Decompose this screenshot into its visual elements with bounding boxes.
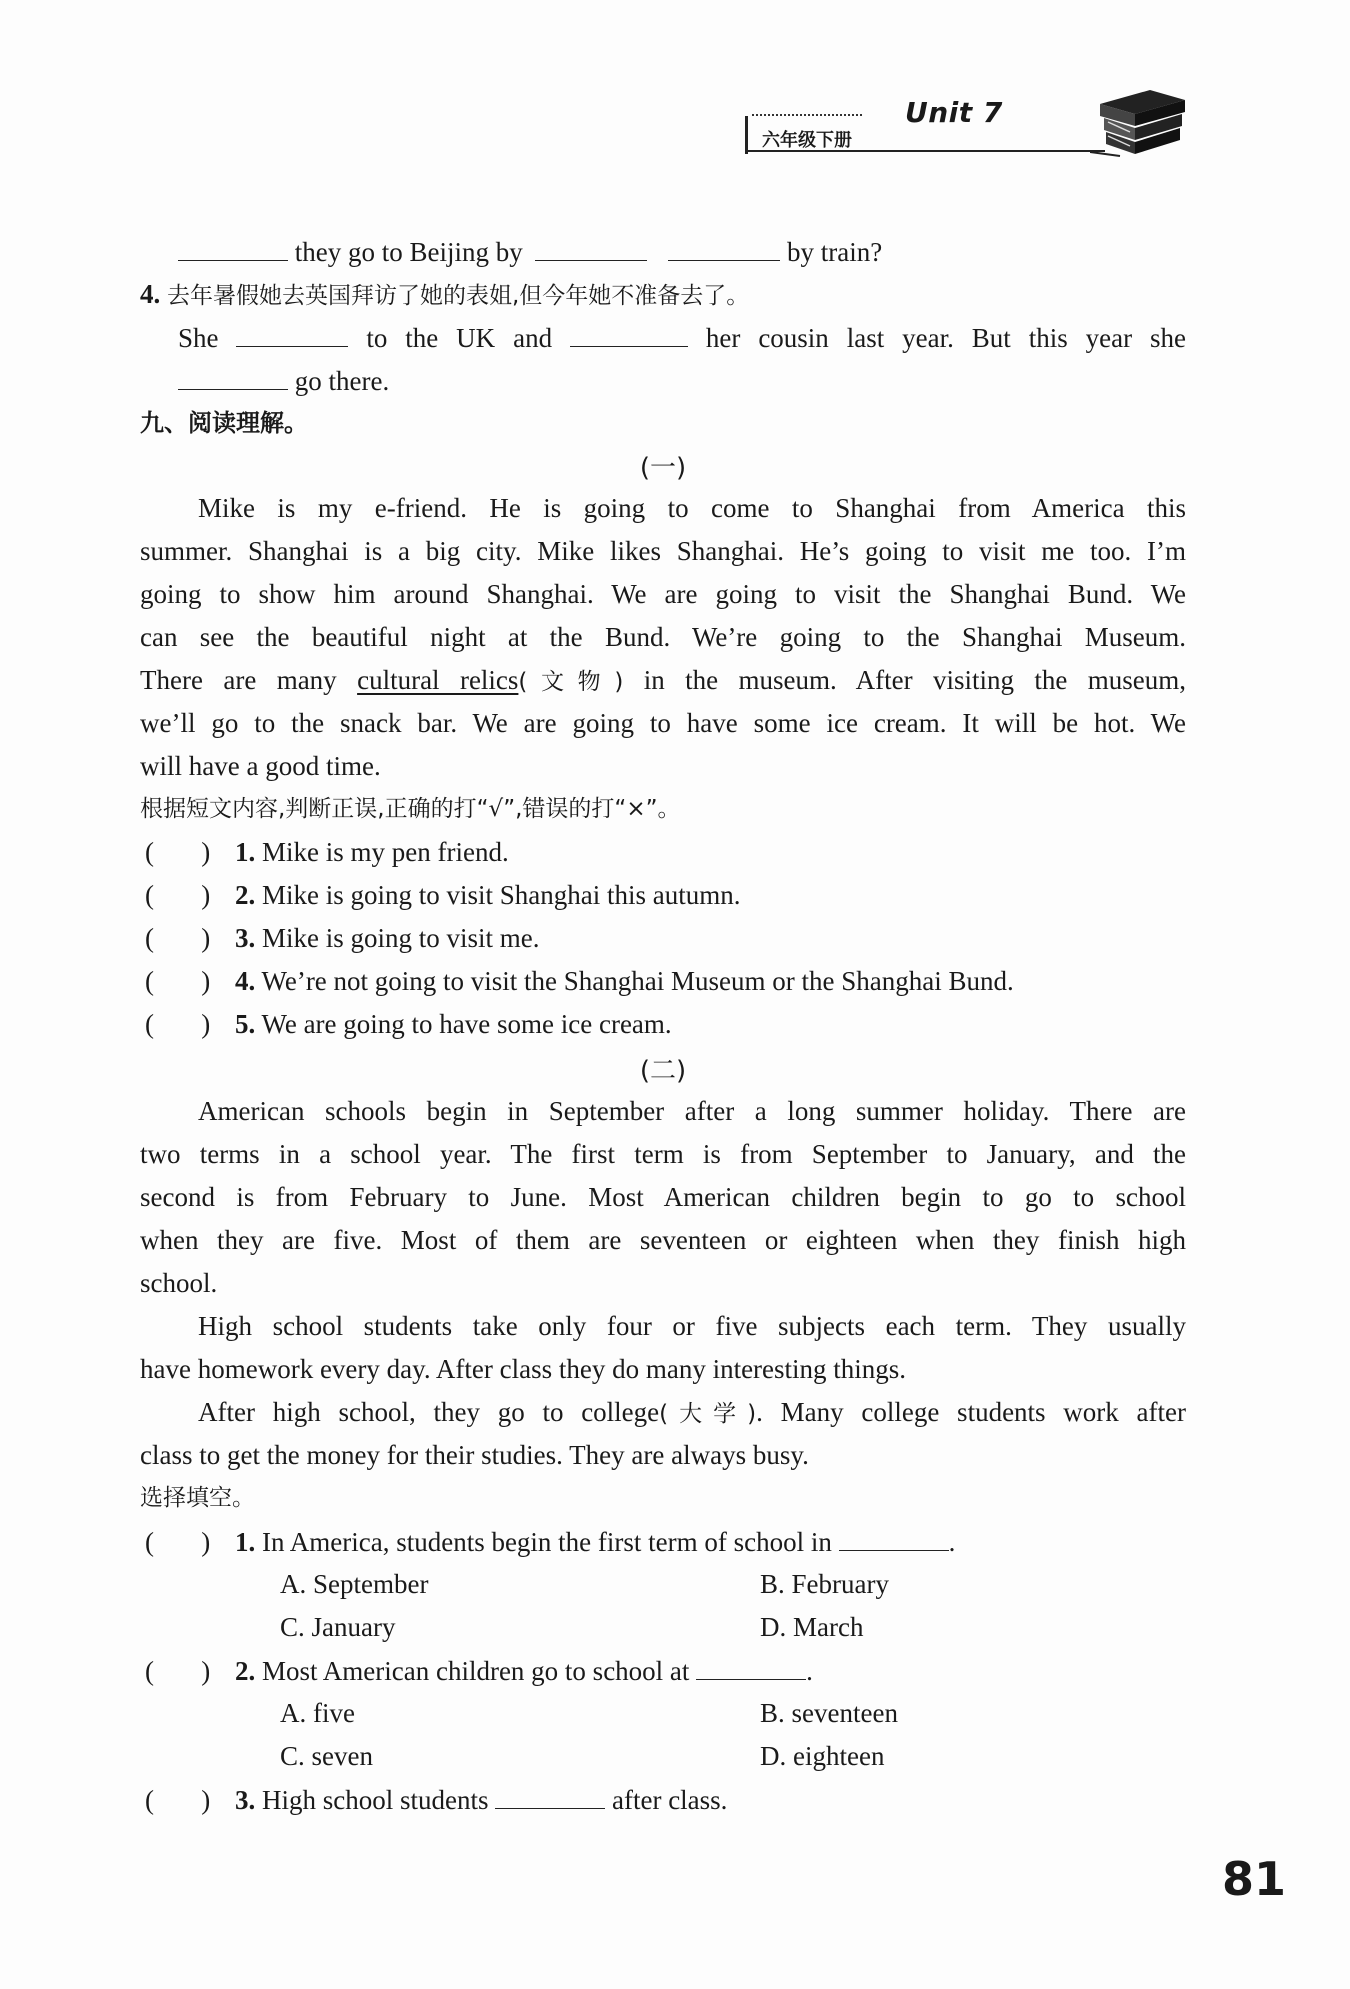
answer-blank[interactable] [839, 1524, 949, 1551]
item-number: 3. [235, 1785, 256, 1815]
passage-2-line: High school students take only four or five subjects each term. They usually [198, 1311, 1186, 1341]
item-number: 2. [235, 880, 256, 910]
option-d[interactable]: D. March [760, 1612, 864, 1642]
passage-1-line: we’ll go to the snack bar. We are going to have some ice cream. It will be hot. We [140, 708, 1186, 738]
q4-prompt [140, 277, 749, 313]
passage-1-line: going to show him around Shanghai. We are going to visit the Shanghai Bund. We [140, 579, 1186, 609]
passage-2-line: school. [140, 1268, 218, 1298]
grade-label: 六年级下册 [762, 130, 852, 151]
item-number: 2. [235, 1656, 256, 1686]
passage-2-line: American schools begin in September after a long summer holiday. There are [198, 1096, 1186, 1126]
option-c[interactable]: C. January [280, 1612, 396, 1642]
item-number: 1. [235, 1527, 256, 1557]
q4-text: her cousin last year. But this year she [705, 323, 1187, 353]
passage-text: After high school, they go to college [198, 1397, 660, 1427]
mc-question [145, 1524, 955, 1559]
item-number: 4. [235, 966, 256, 996]
mc-instruction: 选择填空。 [140, 1485, 255, 1511]
passage-2-line: second is from February to June. Most American children begin to go to school [140, 1182, 1186, 1212]
passage-1-line [140, 663, 1186, 699]
passage-text: There are many [140, 665, 337, 695]
item-number: 3. [235, 923, 256, 953]
item-number: 1. [235, 837, 256, 867]
item-text: . [806, 1656, 813, 1686]
option-a[interactable]: A. five [280, 1698, 355, 1728]
passage-text: in the museum. After visiting the museum, [643, 665, 1187, 695]
item-text: High school students [262, 1785, 489, 1815]
vocab-gloss: (大学) [659, 1401, 757, 1427]
option-d[interactable]: D. eighteen [760, 1741, 885, 1771]
answer-blank[interactable] [178, 234, 288, 261]
option-b[interactable]: B. seventeen [760, 1698, 898, 1728]
option-b[interactable]: B. February [760, 1569, 889, 1599]
answer-blank[interactable] [570, 320, 688, 347]
vocab-term: cultural relics [357, 665, 519, 695]
q4-line-2 [178, 363, 389, 398]
answer-blank[interactable] [236, 320, 348, 347]
item-text: . [948, 1527, 956, 1557]
option-a[interactable]: A. September [280, 1569, 429, 1599]
answer-blank[interactable] [535, 234, 647, 261]
passage-1-line: summer. Shanghai is a big city. Mike likes Shanghai. He’s going to visit me too. I’m [140, 536, 1186, 566]
passage-2-heading: (二) [639, 1056, 687, 1086]
books-icon [1090, 82, 1190, 162]
q3-continuation [178, 234, 882, 269]
section-title: 九、阅读理解。 [140, 409, 308, 437]
answer-bracket[interactable]: ( ) [145, 1785, 211, 1815]
q4-text: go there. [294, 366, 390, 396]
answer-bracket[interactable]: ( ) [145, 1527, 211, 1557]
item-number: 5. [235, 1009, 256, 1039]
item-text: Mike is going to visit me. [262, 923, 540, 953]
answer-bracket[interactable]: ( ) [145, 837, 211, 867]
answer-bracket[interactable]: ( ) [145, 923, 211, 953]
passage-2-line: class to get the money for their studies. They are always busy. [140, 1440, 809, 1470]
passage-text: . Many college students work after [756, 1397, 1186, 1427]
q4-text: She [178, 323, 219, 353]
answer-bracket[interactable]: ( ) [145, 1009, 211, 1039]
passage-2-line: two terms in a school year. The first term is from September to January, and the [140, 1139, 1186, 1169]
item-text: Mike is my pen friend. [262, 837, 509, 867]
item-text: Most American children go to school at [262, 1656, 690, 1686]
passage-1-heading: (一) [639, 453, 687, 483]
header-dotted-line [752, 114, 862, 116]
passage-2-line [198, 1395, 1186, 1431]
mc-question [145, 1653, 813, 1688]
answer-bracket[interactable]: ( ) [145, 880, 211, 910]
option-c[interactable]: C. seven [280, 1741, 373, 1771]
item-text: We are going to have some ice cream. [261, 1009, 672, 1039]
q4-text: to the UK and [366, 323, 553, 353]
answer-bracket[interactable]: ( ) [145, 1656, 211, 1686]
item-text: after class. [612, 1785, 728, 1815]
tf-item [145, 1007, 672, 1041]
unit-title: Unit 7 [905, 96, 1003, 129]
tf-instruction: 根据短文内容,判断正误,正确的打“√”,错误的打“×”。 [140, 796, 681, 822]
page-number: 81 [1222, 1852, 1287, 1906]
q4-line-1 [178, 320, 1186, 355]
tf-item [145, 878, 741, 912]
answer-blank[interactable] [668, 234, 780, 261]
q3-text-2: by train? [786, 237, 883, 267]
vocab-gloss: (文物) [518, 669, 624, 695]
item-text: In America, students begin the first term of school in [262, 1527, 832, 1557]
header-divider [745, 116, 748, 154]
mc-question [145, 1782, 727, 1817]
tf-item [145, 921, 540, 955]
q4-number: 4. [140, 279, 161, 309]
passage-2-line: have homework every day. After class they do many interesting things. [140, 1354, 907, 1384]
passage-2-line: when they are five. Most of them are seventeen or eighteen when they finish high [140, 1225, 1186, 1255]
answer-blank[interactable] [495, 1782, 605, 1809]
tf-item [145, 835, 509, 869]
tf-item [145, 964, 1014, 998]
q4-chinese: 去年暑假她去英国拜访了她的表姐,但今年她不准备去了。 [167, 283, 750, 309]
q3-text-1: they go to Beijing by [294, 237, 523, 267]
passage-1-line: Mike is my e-friend. He is going to come to Shanghai from America this [198, 493, 1186, 523]
item-text: Mike is going to visit Shanghai this autumn. [262, 880, 741, 910]
passage-1-line: can see the beautiful night at the Bund. We’re going to the Shanghai Museum. [140, 622, 1186, 652]
answer-bracket[interactable]: ( ) [145, 966, 211, 996]
item-text: We’re not going to visit the Shanghai Museum or the Shanghai Bund. [261, 966, 1014, 996]
passage-1-line: will have a good time. [140, 751, 381, 781]
answer-blank[interactable] [696, 1653, 806, 1680]
answer-blank[interactable] [178, 363, 288, 390]
